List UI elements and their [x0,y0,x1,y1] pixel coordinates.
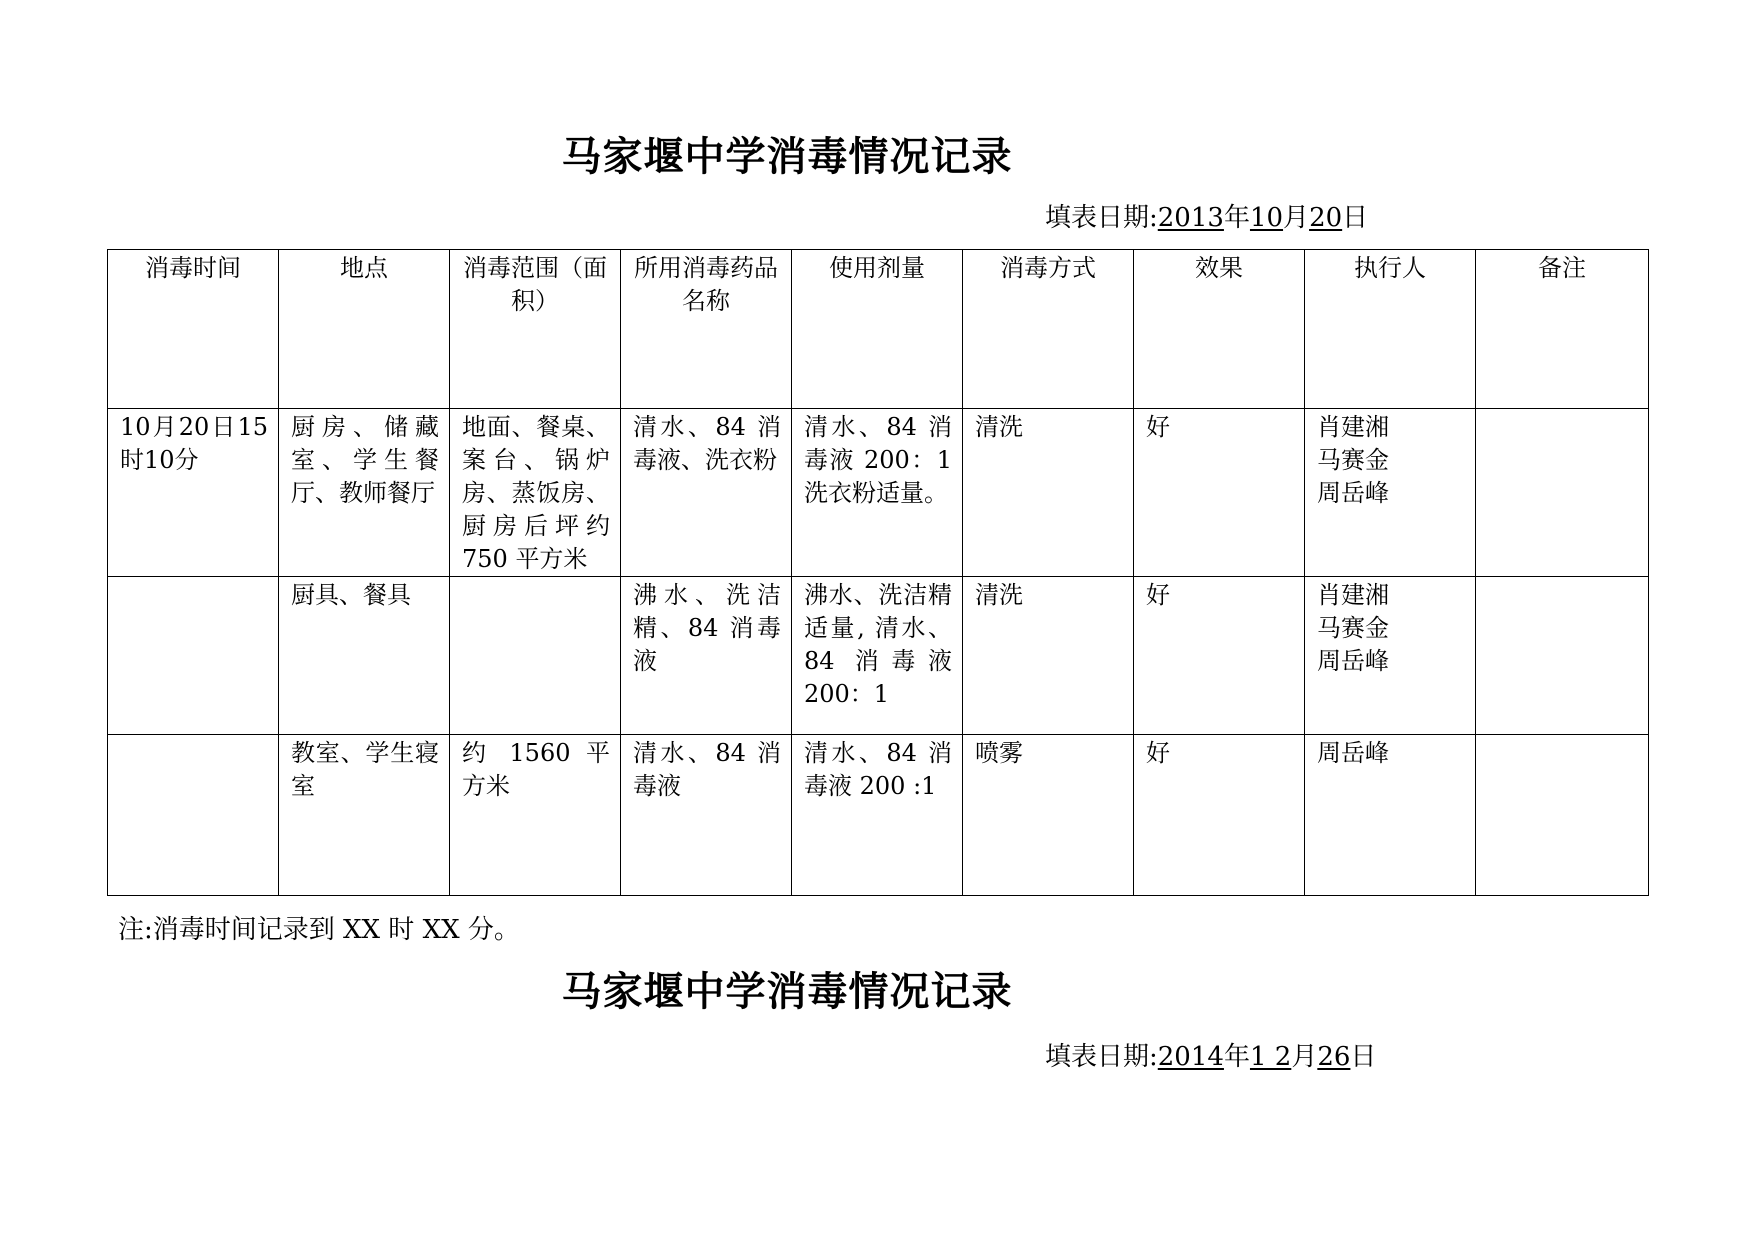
cell-effect: 好 [1134,735,1305,896]
fill-date-month: 10 [1249,203,1284,233]
executor-name: 肖建湘 [1317,581,1389,609]
cell-dose: 沸水、洗洁精适量, 清水、84 消毒液 200：1 [792,577,963,735]
executor-name: 马赛金 [1317,446,1389,474]
cell-drug: 清水、84 消毒液、洗衣粉 [621,409,792,577]
cell-scope: 地面、餐桌、案台、锅炉房、蒸饭房、厨房后坪约 750 平方米 [450,409,621,577]
cell-drug: 清水、84 消毒液 [621,735,792,896]
header-drug: 所用消毒药品名称 [621,250,792,409]
header-scope: 消毒范围（面积） [450,250,621,409]
cell-remark [1476,735,1649,896]
cell-time [108,577,279,735]
fill-date [1045,197,1368,234]
cell-remark [1476,409,1649,577]
fill-date-day: 20 [1309,203,1343,233]
header-effect: 效果 [1134,250,1305,409]
cell-dose: 清水、84 消毒液 200：1 洗衣粉适量。 [792,409,963,577]
fill-date-month-suffix: 月 [1291,1042,1318,1072]
fill-date-year: 2013 [1157,203,1224,233]
header-method: 消毒方式 [963,250,1134,409]
cell-executor [1305,735,1476,896]
cell-effect: 好 [1134,577,1305,735]
table-row [108,409,1649,577]
fill-date-label: 填表日期: [1045,1042,1158,1072]
table-row [108,735,1649,896]
table-header-row [108,250,1649,409]
cell-place: 教室、学生寝室 [279,735,450,896]
cell-scope [450,577,621,735]
fill-date-label: 填表日期: [1045,203,1158,233]
cell-drug: 沸水、洗洁精、84 消毒液 [621,577,792,735]
executor-name: 周岳峰 [1317,479,1389,507]
fill-date-month-suffix: 月 [1283,203,1310,233]
cell-executor [1305,409,1476,577]
fill-date-month: 1 2 [1249,1042,1292,1072]
cell-executor [1305,577,1476,735]
fill-date [1045,1036,1376,1073]
executor-name: 马赛金 [1317,614,1389,642]
executor-name: 肖建湘 [1317,413,1389,441]
cell-place: 厨房、储藏室、学生餐厅、教师餐厅 [279,409,450,577]
header-place: 地点 [279,250,450,409]
disinfection-record-table [107,249,1649,896]
cell-time: 10月20日15时10分 [108,409,279,577]
cell-method: 清洗 [963,409,1134,577]
fill-date-day-suffix: 日 [1350,1042,1377,1072]
header-remark: 备注 [1476,250,1649,409]
fill-date-year-suffix: 年 [1223,203,1250,233]
page-title: 马家堰中学消毒情况记录 [561,969,1013,1015]
cell-time [108,735,279,896]
cell-method: 喷雾 [963,735,1134,896]
cell-scope: 约 1560 平方米 [450,735,621,896]
header-time: 消毒时间 [108,250,279,409]
executor-name: 周岳峰 [1317,739,1389,767]
header-dose: 使用剂量 [792,250,963,409]
cell-place: 厨具、餐具 [279,577,450,735]
cell-method: 清洗 [963,577,1134,735]
footnote: 注:消毒时间记录到 XX 时 XX 分。 [118,915,520,945]
fill-date-year-suffix: 年 [1223,1042,1250,1072]
table-row [108,577,1649,735]
executor-name: 周岳峰 [1317,647,1389,675]
fill-date-year: 2014 [1157,1042,1224,1072]
fill-date-day-suffix: 日 [1342,203,1369,233]
cell-effect: 好 [1134,409,1305,577]
cell-dose: 清水、84 消毒液 200 :1 [792,735,963,896]
fill-date-day: 26 [1317,1042,1351,1072]
cell-remark [1476,577,1649,735]
header-executor: 执行人 [1305,250,1476,409]
page-title: 马家堰中学消毒情况记录 [561,134,1013,180]
